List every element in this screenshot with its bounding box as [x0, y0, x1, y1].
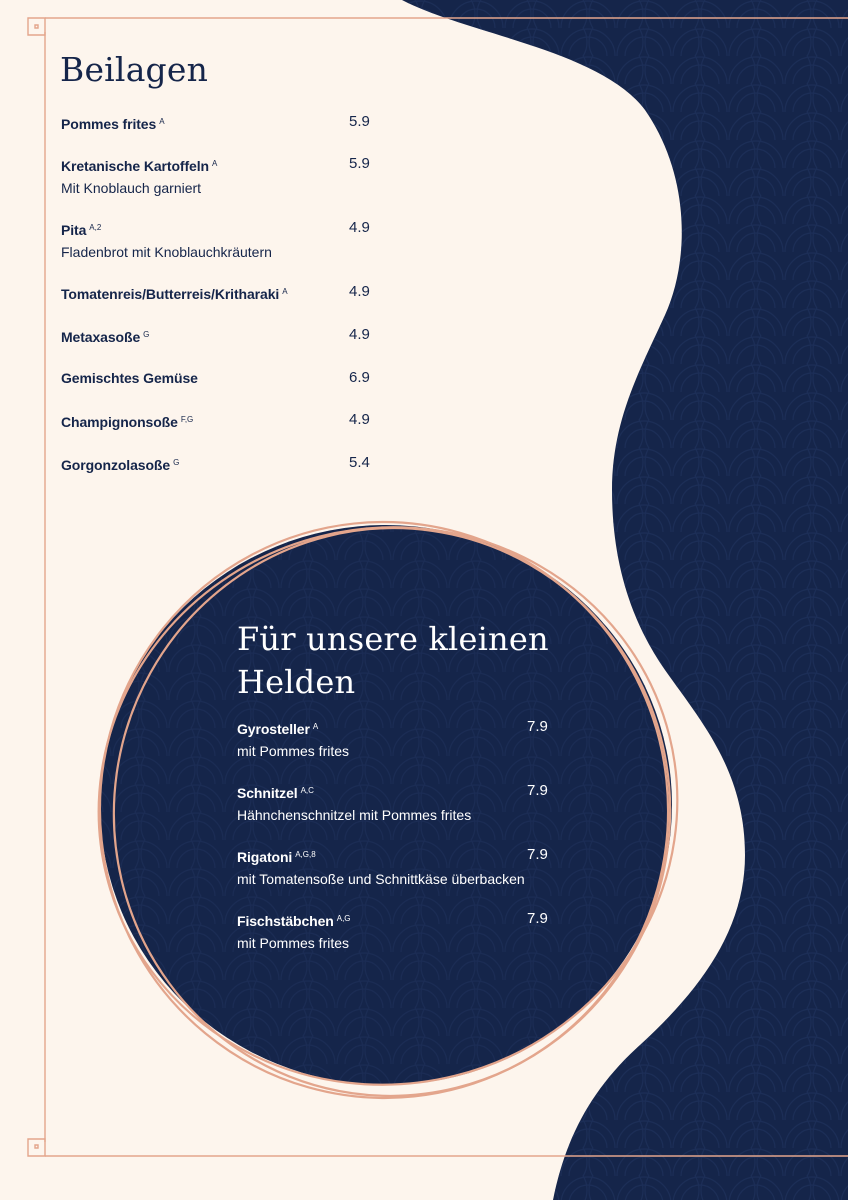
menu-item-price: 7.9: [527, 910, 548, 927]
allergen-codes: A: [211, 159, 218, 168]
menu-item: [61, 325, 381, 347]
menu-item-name: [61, 218, 381, 240]
menu-item-name-text: Champignonsoße: [61, 414, 178, 430]
allergen-codes: G: [173, 458, 180, 467]
allergen-codes: A: [159, 117, 165, 126]
allergen-codes: A,G,8: [295, 850, 316, 859]
allergen-codes: G: [143, 330, 150, 339]
menu-item: [237, 909, 557, 953]
menu-item-name-text: Fischstäbchen: [237, 913, 334, 929]
menu-item-price: 5.9: [349, 113, 370, 130]
allergen-codes: A,2: [89, 223, 102, 232]
menu-item: [61, 368, 381, 388]
menu-item-name: [61, 112, 381, 134]
menu-item-name-text: Kretanische Kartoffeln: [61, 158, 209, 174]
menu-item-name: [61, 368, 381, 388]
menu-item-name: [237, 717, 557, 739]
menu-item: [237, 781, 557, 825]
menu-item-name-text: Tomatenreis/Butterreis/Kritharaki: [61, 286, 280, 302]
menu-item: [61, 282, 381, 304]
menu-item: [237, 717, 557, 761]
menu-item-name: [237, 909, 557, 931]
menu-item: [237, 845, 557, 889]
menu-item-name: [237, 845, 557, 867]
menu-item-name-text: Schnitzel: [237, 785, 298, 801]
menu-item: [61, 112, 381, 134]
menu-item-description: mit Pommes frites: [237, 743, 350, 759]
menu-item-name-text: Metaxasoße: [61, 329, 141, 345]
menu-item-name-text: Pommes frites: [61, 116, 157, 132]
menu-item-price: 6.9: [349, 369, 370, 386]
allergen-codes: F,G: [180, 415, 194, 424]
menu-item-price: 4.9: [349, 283, 370, 300]
menu-item-name: [61, 154, 381, 176]
menu-item-price: 7.9: [527, 846, 548, 863]
allergen-codes: A,C: [300, 786, 314, 795]
menu-item-name: [61, 325, 381, 347]
menu-item-name-text: Gyrosteller: [237, 721, 310, 737]
section-title-beilagen: Beilagen: [60, 50, 209, 89]
menu-item-price: 5.9: [349, 155, 370, 172]
menu-item: [61, 410, 381, 432]
menu-item-price: 7.9: [527, 782, 548, 799]
menu-item-name-text: Gemischtes Gemüse: [61, 370, 198, 386]
menu-item-name: [61, 410, 381, 432]
menu-item-description: Mit Knoblauch garniert: [61, 180, 202, 196]
menu-item-description: mit Tomatensoße und Schnittkäse überbacken: [237, 871, 525, 887]
menu-item-description: Hähnchenschnitzel mit Pommes frites: [237, 807, 472, 823]
menu-item-price: 4.9: [349, 411, 370, 428]
menu-item: [61, 218, 381, 262]
menu-item: [61, 154, 381, 198]
menu-item-name: [61, 453, 381, 475]
allergen-codes: A: [282, 287, 288, 296]
menu-item-name-text: Rigatoni: [237, 849, 293, 865]
menu-item-price: 5.4: [349, 454, 370, 471]
menu-item-name-text: Gorgonzolasoße: [61, 457, 171, 473]
menu-item-price: 4.9: [349, 219, 370, 236]
menu-item-name: [61, 282, 381, 304]
allergen-codes: A: [312, 722, 319, 731]
menu-item-name-text: Pita: [61, 222, 87, 238]
menu-item-price: 7.9: [527, 718, 548, 735]
menu-item-description: mit Pommes frites: [237, 935, 350, 951]
menu-item-name: [237, 781, 557, 803]
section-title-kids: Für unsere kleinen Helden: [237, 620, 549, 701]
menu-item-description: Fladenbrot mit Knoblauchkräutern: [61, 244, 272, 260]
allergen-codes: A,G: [336, 914, 351, 923]
menu-item-price: 4.9: [349, 326, 370, 343]
menu-item: [61, 453, 381, 475]
